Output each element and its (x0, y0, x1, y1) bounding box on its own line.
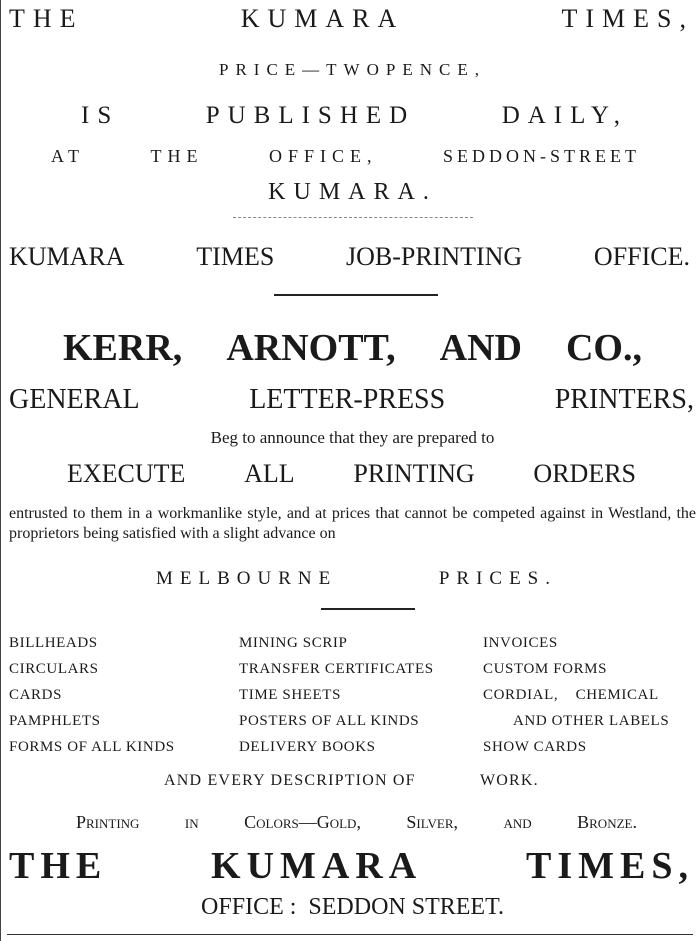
trade-word: LETTER-PRESS (249, 384, 446, 415)
service-item: FORMS OF ALL KINDS (9, 739, 175, 755)
colors-word: Silver, (406, 812, 459, 832)
execute-word: PRINTING (353, 459, 475, 488)
melbourne-word: MELBOURNE (156, 568, 338, 589)
firm-name (63, 326, 642, 370)
office-word: THE (150, 146, 204, 166)
section-rule (321, 608, 415, 610)
service-item: CIRCULARS (9, 661, 99, 677)
body-paragraph: entrusted to them in a workmanlike style, and at prices that cannot be competed against in Westland, the proprietors being satisfied with a slight advance on (9, 505, 696, 542)
office-word: AT (51, 146, 85, 166)
published-daily-line (81, 102, 628, 130)
office-word: OFFICE, (268, 146, 378, 166)
services-closing-line (164, 772, 539, 790)
masthead-title-word: TIMES, (561, 4, 694, 33)
heading-word: KUMARA (9, 242, 125, 271)
announcement-line: Beg to announce that they are prepared to (210, 428, 495, 447)
colors-word: and (503, 812, 532, 832)
bottom-rule (7, 934, 693, 935)
town-name: KUMARA. (268, 179, 437, 205)
closing-text: AND EVERY DESCRIPTION OF (164, 772, 416, 789)
firm-name-word: ARNOTT, (226, 327, 396, 369)
firm-name-word: KERR, (63, 327, 183, 369)
colors-word: Printing (76, 812, 140, 832)
firm-name-word: AND (439, 327, 522, 369)
execute-word: ORDERS (533, 459, 636, 488)
execute-word: EXECUTE (67, 459, 186, 488)
colors-word: Colors—Gold, (244, 812, 361, 832)
service-item: POSTERS OF ALL KINDS (239, 713, 420, 729)
office-word: SEDDON-STREET (442, 146, 640, 166)
published-word: PUBLISHED (205, 102, 416, 129)
footer-title (9, 844, 694, 888)
masthead-title-word: THE (9, 4, 84, 33)
heading-word: TIMES (196, 242, 275, 271)
firm-trade (9, 384, 694, 416)
published-word: IS (81, 102, 120, 129)
service-item: DELIVERY BOOKS (239, 739, 376, 755)
closing-work: WORK. (480, 772, 539, 789)
section-rule (274, 294, 438, 296)
service-item: CUSTOM FORMS (483, 661, 608, 677)
trade-word: GENERAL (9, 384, 140, 415)
footer-title-word: TIMES, (526, 845, 694, 887)
dotted-divider (233, 217, 473, 218)
firm-name-word: CO., (565, 327, 642, 369)
office-address-line (51, 146, 640, 167)
published-word: DAILY, (501, 102, 628, 129)
color-printing-line (76, 812, 637, 833)
heading-word: OFFICE. (593, 242, 690, 271)
service-item: PAMPHLETS (9, 713, 101, 729)
execute-orders-line (67, 459, 636, 489)
prices-word: PRICES. (438, 568, 557, 589)
melbourne-prices-line (156, 568, 557, 590)
masthead-title (9, 4, 694, 34)
service-item: SHOW CARDS (483, 739, 587, 755)
service-item: INVOICES (483, 635, 558, 651)
colors-word: Bronze. (577, 812, 637, 832)
service-item: CORDIAL, CHEMICAL (483, 687, 659, 703)
footer-title-word: THE (9, 845, 108, 887)
footer-title-word: KUMARA (211, 845, 423, 887)
masthead-title-word: KUMARA (240, 4, 405, 33)
service-item: TRANSFER CERTIFICATES (239, 661, 434, 677)
service-item: BILLHEADS (9, 635, 98, 651)
service-item: AND OTHER LABELS (513, 713, 670, 729)
service-item: TIME SHEETS (239, 687, 342, 703)
colors-word: in (184, 812, 199, 832)
service-item: CARDS (9, 687, 63, 703)
heading-word: JOB-PRINTING (345, 242, 523, 271)
price-line: PRICE—TWOPENCE, (219, 60, 486, 79)
footer-office: OFFICE : SEDDON STREET. (201, 894, 504, 920)
trade-word: PRINTERS, (554, 384, 694, 415)
service-item: MINING SCRIP (239, 635, 348, 651)
job-printing-heading (9, 242, 690, 272)
execute-word: ALL (244, 459, 295, 488)
